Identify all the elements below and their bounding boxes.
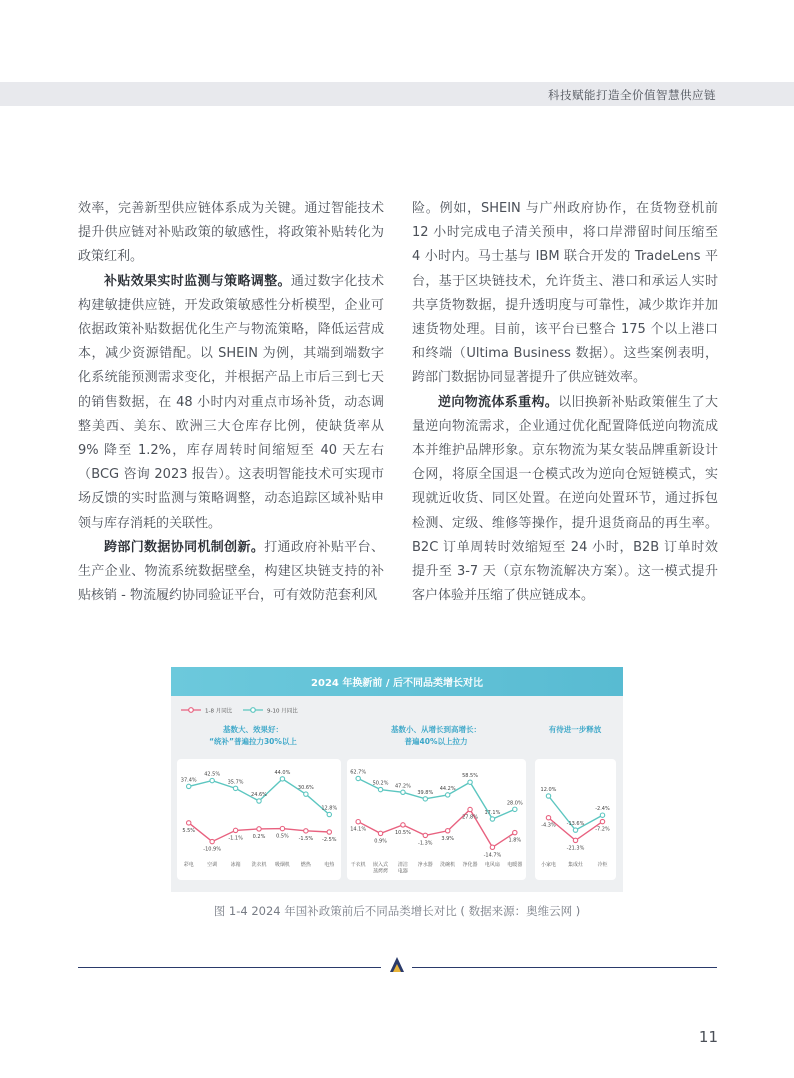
legend-marker-2 (251, 708, 256, 713)
paragraph-3: 跨部门数据协同机制创新。打通政府补贴平台、生产企业、物流系统数据壁垒，构建区块链支持的补贴核销 - 物流履约协同验证平台，可有效防范套利风 (78, 539, 384, 604)
data-point-9-10 (573, 828, 577, 832)
category-label: 空调 (207, 862, 218, 868)
paragraph-5-lead: 逆向物流体系重构。 (438, 394, 559, 410)
data-point-9-10 (187, 784, 191, 788)
chart-title: 2024 年换新前 / 后不同品类增长对比 (311, 678, 483, 689)
data-label-1-8: -14.7% (483, 852, 502, 859)
data-label-9-10: 50.2% (372, 780, 389, 787)
chart-title-banner (171, 667, 623, 696)
data-point-9-10 (423, 797, 427, 801)
data-point-1-8 (401, 823, 405, 827)
data-point-9-10 (378, 787, 382, 791)
chart-svg (171, 696, 623, 892)
category-label: 净水器 (417, 862, 433, 868)
paragraph-2-lead: 补贴效果实时监测与策略调整。 (104, 273, 291, 289)
panel-annotation: 基数大、效果好： (223, 725, 283, 734)
data-label-1-8: 0.2% (252, 833, 266, 840)
category-label: 净化器 (462, 862, 478, 868)
data-label-9-10: 37.4% (180, 777, 197, 784)
footer-ornament-icon (389, 956, 405, 974)
data-label-1-8: -1.5% (298, 835, 314, 842)
data-label-1-8: -21.3% (566, 845, 585, 852)
category-label: 清洁 (397, 862, 408, 868)
data-point-9-10 (401, 790, 405, 794)
data-point-9-10 (600, 813, 604, 817)
data-point-1-8 (233, 828, 237, 832)
data-label-1-8: 3.9% (441, 835, 455, 842)
data-label-9-10: 12.0% (540, 787, 557, 793)
data-label-9-10: 58.5% (462, 773, 479, 780)
panel-annotation: 基数小、从增长到高增长： (391, 725, 481, 734)
data-point-1-8 (280, 826, 284, 830)
data-point-1-8 (600, 819, 604, 823)
data-point-1-8 (257, 827, 261, 831)
data-point-1-8 (304, 829, 308, 833)
paragraph-3-lead: 跨部门数据协同机制创新。 (104, 539, 265, 555)
data-point-9-10 (546, 794, 550, 798)
data-label-9-10: 30.6% (297, 785, 314, 792)
data-label-1-8: 0.5% (276, 833, 289, 840)
data-point-9-10 (304, 792, 308, 796)
category-label: 彩电 (183, 862, 194, 868)
paragraph-2: 补贴效果实时监测与策略调整。通过数字化技术构建敏捷供应链，开发政策敏感性分析模型，企业可依据政策补贴数据优化生产与物流策略，降低运营成本，减少资源错配。以 SHEIN 为例，其端到端数字化系统能预测需求变化，并根据产品上市后三到七天的销售数据，在 48 小时内对重点市场补货，动态调整美西、美东、欧洲三大仓库存比例，使缺货率从 9% 降至 1.2%，库存周转时间缩短至 40 天左右（BCG 咨询 2023 报告）。这表明智能技术可实现市场反馈的实时监测与策略调整，动态追踪区域补贴申领与库存消耗的关联性。 (78, 273, 384, 531)
footer-rule-right (412, 967, 717, 968)
data-label-9-10: 12.8% (321, 805, 338, 812)
right-column (412, 197, 718, 608)
footer-rule-left (78, 967, 381, 968)
category-label: 电暖器 (507, 862, 523, 868)
panel-annotation: 有待进一步释放 (548, 725, 602, 734)
data-point-1-8 (187, 821, 191, 825)
data-point-1-8 (513, 830, 517, 834)
data-label-1-8: 27.8% (462, 814, 479, 821)
data-label-9-10: 24.6% (251, 792, 267, 799)
data-label-1-8: -4.3% (541, 822, 556, 829)
data-label-1-8: 5.5% (182, 827, 196, 834)
panel-annotation: “统补”普遍拉力30%以上 (209, 737, 297, 746)
category-label: 蒸烤烤 (373, 868, 389, 875)
data-label-1-8: -1.1% (228, 835, 243, 842)
data-point-1-8 (546, 816, 550, 820)
data-point-1-8 (210, 839, 214, 843)
category-label: 小家电 (540, 862, 557, 868)
category-label: 电器 (397, 868, 408, 875)
category-label: 冰箱 (230, 862, 241, 868)
figure-caption: 图 1-4 2024 年国补政策前后不同品类增长对比 ( 数据来源：奥维云网 ) (213, 904, 581, 918)
data-point-9-10 (257, 799, 261, 803)
data-label-9-10: 44.2% (439, 785, 456, 792)
data-label-1-8: 1.8% (508, 837, 522, 844)
data-label-1-8: 0.9% (374, 838, 387, 845)
category-label: 电热 (324, 862, 335, 868)
paragraph-1: 效率，完善新型供应链体系成为关键。通过智能技术提升供应链对补贴政策的敏感性，将政策补贴转化为政策红利。 (78, 201, 384, 265)
data-point-1-8 (378, 831, 382, 835)
running-header: 科技赋能打造全价值智慧供应链 (548, 88, 716, 102)
category-label: 嵌入式 (373, 862, 389, 868)
category-label: 洗碗机 (440, 862, 456, 868)
data-label-1-8: 14.1% (350, 826, 367, 833)
paragraph-4: 险。例如，SHEIN 与广州政府协作，在货物登机前 12 小时完成电子清关预申，将口岸滞留时间压缩至 4 小时内。马士基与 IBM 联合开发的 TradeLens 平台，基于区块链技术，允许货主、港口和承运人实时共享货物数据，提升透明度与可靠性，减少欺诈并加速货物处理。目前，该平台已整合 175 个以上港口和终端（Ultima Business 数据）。这些案例表明，跨部门数据协同显著提升了供应链效率。 (412, 201, 718, 386)
category-label: 干衣机 (350, 862, 366, 868)
data-point-1-8 (423, 833, 427, 837)
data-label-1-8: -7.2% (595, 826, 610, 833)
data-label-9-10: 35.7% (227, 779, 244, 786)
data-label-1-8: -1.3% (418, 840, 433, 847)
legend-marker-1 (189, 708, 194, 713)
data-point-1-8 (490, 845, 494, 849)
category-label: 燃热 (300, 862, 311, 868)
data-label-9-10: -2.4% (595, 806, 610, 813)
data-point-9-10 (490, 817, 494, 821)
data-label-1-8: -2.5% (322, 837, 337, 843)
data-label-9-10: 44.0% (274, 769, 291, 776)
category-label: 电风扇 (484, 862, 500, 868)
data-point-9-10 (356, 776, 360, 780)
data-label-1-8: 10.5% (394, 829, 411, 836)
category-label: 洗衣机 (251, 862, 267, 868)
paragraph-5: 逆向物流体系重构。以旧换新补贴政策催生了大量逆向物流需求，企业通过优化配置降低逆向物流成本并维护品牌形象。京东物流为某女装品牌重新设计仓网，将原全国退一仓模式改为逆向仓短链模式，实现就近收货、同区处置。在逆向处置环节，通过拆包检测、定级、维修等操作，提升退货商品的再生率。B2C 订单周转时效缩短至 24 小时，B2B 订单时效提升至 3-7 天（京东物流解决方案）。这一模式提升客户体验并压缩了供应链成本。 (412, 394, 718, 604)
category-label: 集成灶 (567, 862, 584, 868)
category-label: 冷柜 (597, 862, 608, 868)
legend-label-1: 1-8 月同比 (205, 708, 233, 715)
data-label-9-10: 39.8% (417, 789, 434, 796)
data-label-9-10: 62.7% (350, 769, 367, 776)
data-label-9-10: 17.1% (484, 810, 501, 817)
data-point-9-10 (468, 780, 472, 784)
data-point-1-8 (573, 838, 577, 842)
data-label-1-8: -10.9% (203, 846, 221, 853)
data-point-9-10 (233, 786, 237, 790)
figure-chart (171, 667, 623, 892)
data-point-1-8 (445, 829, 449, 833)
data-point-9-10 (210, 778, 214, 782)
data-point-1-8 (356, 819, 360, 823)
data-point-9-10 (327, 812, 331, 816)
legend-label-2: 9-10 月同比 (267, 708, 298, 715)
data-point-9-10 (513, 807, 517, 811)
panel-annotation: 普遍40%以上拉力 (404, 737, 468, 746)
page-number: 11 (698, 1028, 718, 1046)
left-column (78, 197, 384, 608)
category-label: 吸烟机 (274, 862, 290, 868)
data-point-9-10 (280, 777, 284, 781)
data-point-1-8 (327, 830, 331, 834)
data-label-9-10: -13.6% (566, 821, 585, 828)
data-label-9-10: 42.5% (204, 771, 221, 778)
data-point-1-8 (468, 807, 472, 811)
data-point-9-10 (445, 793, 449, 797)
data-label-9-10: 47.2% (394, 783, 411, 790)
data-label-9-10: 28.0% (506, 800, 523, 807)
